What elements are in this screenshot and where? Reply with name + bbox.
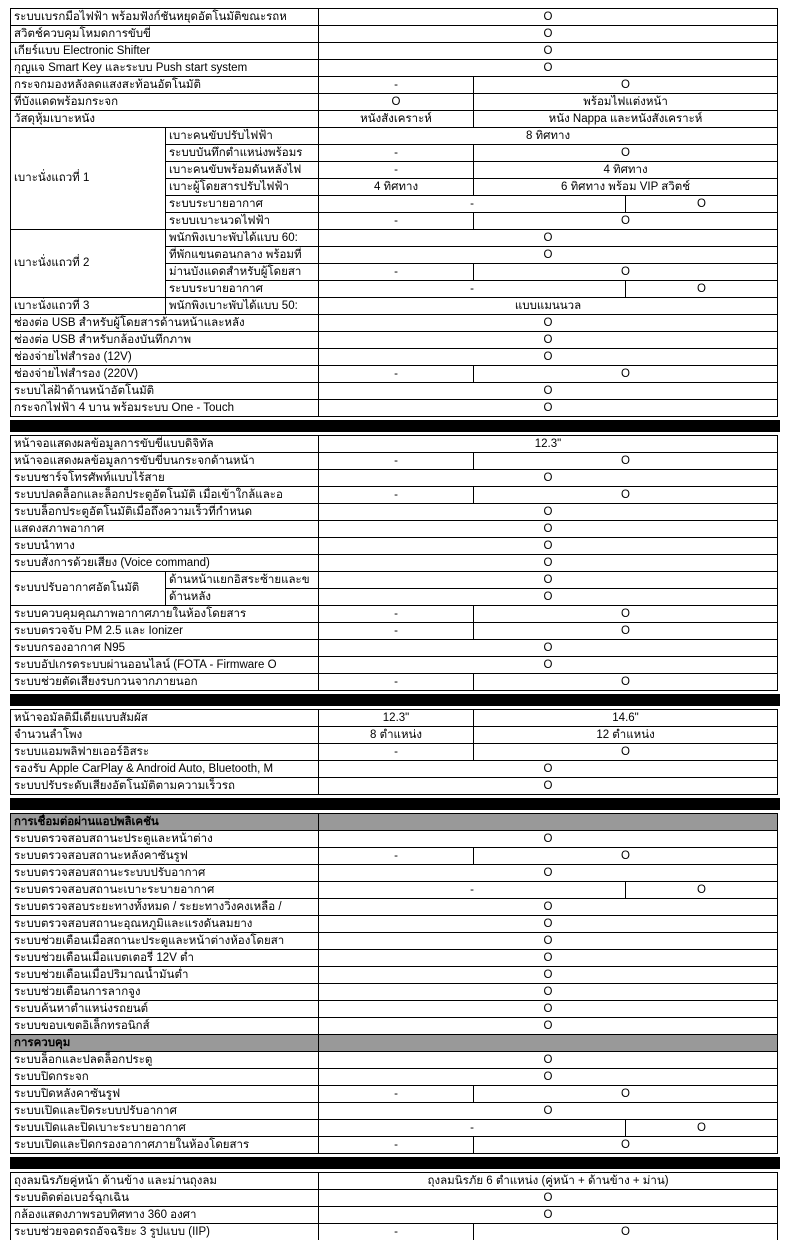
value-cell: -	[319, 1086, 474, 1103]
table-row	[11, 315, 778, 332]
table-row	[11, 761, 778, 778]
feature-label: ระบบขอบเขตอิเล็กทรอนิกส์	[11, 1018, 319, 1035]
feature-label: วัสดุหุ้มเบาะหนัง	[11, 111, 319, 128]
table-row	[11, 60, 778, 77]
value-cell: -	[319, 487, 474, 504]
feature-label: ระบบตรวจสอบสถานะระบบปรับอากาศ	[11, 865, 319, 882]
value-cell: 12.3"	[319, 436, 778, 453]
feature-label: ระบบชาร์จโทรศัพท์แบบไร้สาย	[11, 470, 319, 487]
feature-label: กุญแจ Smart Key และระบบ Push start system	[11, 60, 319, 77]
table-row	[11, 504, 778, 521]
value-cell: O	[319, 950, 778, 967]
feature-label: ระบบตรวจสอบสถานะเบาะระบายอากาศ	[11, 882, 319, 899]
feature-label: ระบบล็อกประตูอัตโนมัติเมื่อถึงความเร็วที่กำหนด	[11, 504, 319, 521]
feature-label: แสดงสภาพอากาศ	[11, 521, 319, 538]
value-cell: O	[319, 230, 778, 247]
sub-feature-label: ด้านหลัง	[166, 589, 319, 606]
table-row	[11, 933, 778, 950]
value-cell: -	[319, 744, 474, 761]
value-cell: O	[474, 1086, 778, 1103]
table-row	[11, 1207, 778, 1224]
table-row	[11, 1173, 778, 1190]
value-cell: -	[319, 213, 474, 230]
feature-label: ระบบล็อกและปลดล็อกประตู	[11, 1052, 319, 1069]
value-cell: -	[319, 1120, 626, 1137]
table-row	[11, 487, 778, 504]
value-cell: ถุงลมนิรภัย 6 ตำแหน่ง (คู่หน้า + ด้านข้าง + ม่าน)	[319, 1173, 778, 1190]
value-cell: 6 ทิศทาง พร้อม VIP สวิตช์	[474, 179, 778, 196]
value-cell: O	[319, 1001, 778, 1018]
section-header: การเชื่อมต่อผ่านแอปพลิเคชัน	[11, 814, 319, 831]
value-cell: O	[319, 400, 778, 417]
value-cell: -	[319, 281, 626, 298]
table-row	[11, 128, 778, 145]
sub-feature-label: ระบบระบายอากาศ	[166, 281, 319, 298]
section-header-filler	[319, 814, 778, 831]
table-row	[11, 383, 778, 400]
value-cell: O	[319, 504, 778, 521]
value-cell: O	[319, 555, 778, 572]
feature-label: ระบบเปิดและปิดเบาะระบายอากาศ	[11, 1120, 319, 1137]
value-cell: O	[319, 589, 778, 606]
feature-label: ช่องจ่ายไฟสำรอง (12V)	[11, 349, 319, 366]
section-separator-band	[10, 798, 780, 810]
table-row	[11, 26, 778, 43]
feature-label: ช่องจ่ายไฟสำรอง (220V)	[11, 366, 319, 383]
feature-label: ระบบช่วยเตือนการลากจูง	[11, 984, 319, 1001]
table-row	[11, 865, 778, 882]
value-cell: O	[319, 865, 778, 882]
feature-label: ระบบไล่ฝ้าด้านหน้าอัตโนมัติ	[11, 383, 319, 400]
value-cell: O	[474, 145, 778, 162]
value-cell: 12.3"	[319, 710, 474, 727]
value-cell: O	[319, 1190, 778, 1207]
value-cell: O	[474, 264, 778, 281]
feature-label: ระบบช่วยจอดรถอัจฉริยะ 3 รูปแบบ (IIP)	[11, 1224, 319, 1240]
group-label: เบาะนั่งแถวที่ 2	[11, 230, 166, 298]
value-cell: หนัง Nappa และหนังสังเคราะห์	[474, 111, 778, 128]
value-cell: O	[319, 349, 778, 366]
value-cell: O	[474, 606, 778, 623]
table-row	[11, 674, 778, 691]
feature-label: ระบบกรองอากาศ N95	[11, 640, 319, 657]
feature-label: ระบบปลดล็อกและล็อกประตูอัตโนมัติ เมื่อเข้าใกล้และอ	[11, 487, 319, 504]
table-row	[11, 470, 778, 487]
feature-label: หน้าจอมัลติมีเดียแบบสัมผัส	[11, 710, 319, 727]
sub-feature-label: ระบบระบายอากาศ	[166, 196, 319, 213]
table-row	[11, 1001, 778, 1018]
value-cell: O	[319, 640, 778, 657]
table-row	[11, 366, 778, 383]
value-cell: O	[319, 831, 778, 848]
value-cell: O	[319, 43, 778, 60]
value-cell: O	[319, 26, 778, 43]
value-cell: O	[474, 1137, 778, 1154]
value-cell: พร้อมไฟแต่งหน้า	[474, 94, 778, 111]
value-cell: O	[626, 882, 778, 899]
table-row	[11, 94, 778, 111]
table-row	[11, 1224, 778, 1240]
feature-label: ระบบควบคุมคุณภาพอากาศภายในห้องโดยสาร	[11, 606, 319, 623]
spec-table-app-connectivity-and-remote-control	[10, 813, 778, 1154]
value-cell: -	[319, 848, 474, 865]
feature-label: ระบบปรับระดับเสียงอัตโนมัติตามความเร็วรถ	[11, 778, 319, 795]
value-cell: O	[474, 623, 778, 640]
feature-label: สวิตช์ควบคุมโหมดการขับขี่	[11, 26, 319, 43]
sub-feature-label: ม่านบังแดดสำหรับผู้โดยสา	[166, 264, 319, 281]
value-cell: -	[319, 366, 474, 383]
feature-label: ระบบช่วยตัดเสียงรบกวนจากภายนอก	[11, 674, 319, 691]
feature-label: ระบบปิดกระจก	[11, 1069, 319, 1086]
table-row	[11, 400, 778, 417]
spec-table-display-and-cabin-tech	[10, 435, 778, 691]
value-cell: O	[319, 984, 778, 1001]
value-cell: O	[474, 1224, 778, 1240]
value-cell: O	[319, 761, 778, 778]
value-cell: -	[319, 196, 626, 213]
table-row	[11, 1137, 778, 1154]
value-cell: O	[319, 1018, 778, 1035]
feature-label: ระบบช่วยเตือนเมื่อปริมาณน้ำมันต่ำ	[11, 967, 319, 984]
table-row	[11, 572, 778, 589]
value-cell: -	[319, 674, 474, 691]
value-cell: O	[626, 1120, 778, 1137]
sub-feature-label: ด้านหน้าแยกอิสระซ้ายและข	[166, 572, 319, 589]
group-label: เบาะนั่งแถวที่ 3	[11, 298, 166, 315]
feature-label: จำนวนลำโพง	[11, 727, 319, 744]
table-row	[11, 1190, 778, 1207]
section-separator-band	[10, 420, 780, 432]
table-row	[11, 521, 778, 538]
value-cell: -	[319, 1224, 474, 1240]
value-cell: 12 ตำแหน่ง	[474, 727, 778, 744]
table-row	[11, 453, 778, 470]
value-cell: O	[319, 383, 778, 400]
feature-label: ระบบช่วยเตือนเมื่อแบตเตอรี่ 12V ต่ำ	[11, 950, 319, 967]
group-label: เบาะนั่งแถวที่ 1	[11, 128, 166, 230]
sub-feature-label: เบาะผู้โดยสารปรับไฟฟ้า	[166, 179, 319, 196]
table-row	[11, 111, 778, 128]
section-header-filler	[319, 1035, 778, 1052]
value-cell: O	[474, 77, 778, 94]
value-cell: O	[319, 778, 778, 795]
table-row	[11, 778, 778, 795]
sub-feature-label: เบาะคนขับพร้อมดันหลังไฟ	[166, 162, 319, 179]
table-row	[11, 77, 778, 94]
value-cell: O	[319, 521, 778, 538]
sub-feature-label: ระบบเบาะนวดไฟฟ้า	[166, 213, 319, 230]
value-cell: O	[319, 9, 778, 26]
feature-label: ระบบตรวจสอบระยะทางทั้งหมด / ระยะทางวิ่งคงเหลือ /	[11, 899, 319, 916]
value-cell: O	[474, 453, 778, 470]
value-cell: -	[319, 453, 474, 470]
table-row	[11, 43, 778, 60]
value-cell: O	[319, 470, 778, 487]
value-cell: O	[626, 196, 778, 213]
table-row	[11, 1120, 778, 1137]
table-row	[11, 230, 778, 247]
table-row	[11, 899, 778, 916]
table-row	[11, 831, 778, 848]
value-cell: -	[319, 264, 474, 281]
value-cell: O	[319, 94, 474, 111]
table-row	[11, 1052, 778, 1069]
value-cell: O	[474, 744, 778, 761]
table-row	[11, 967, 778, 984]
value-cell: O	[319, 538, 778, 555]
feature-label: ระบบเบรกมือไฟฟ้า พร้อมฟังก์ชันหยุดอัตโนมัติขณะรถห	[11, 9, 319, 26]
value-cell: 8 ทิศทาง	[319, 128, 778, 145]
value-cell: O	[319, 1207, 778, 1224]
feature-label: เกียร์แบบ Electronic Shifter	[11, 43, 319, 60]
table-row	[11, 332, 778, 349]
feature-label: ระบบค้นหาตำแหน่งรถยนต์	[11, 1001, 319, 1018]
value-cell: 4 ทิศทาง	[319, 179, 474, 196]
feature-label: ระบบปิดหลังคาซันรูฟ	[11, 1086, 319, 1103]
value-cell: O	[474, 487, 778, 504]
value-cell: O	[474, 848, 778, 865]
value-cell: 4 ทิศทาง	[474, 162, 778, 179]
feature-label: รองรับ Apple CarPlay & Android Auto, Bluetooth, M	[11, 761, 319, 778]
feature-label: ระบบแอมพลิฟายเออร์อิสระ	[11, 744, 319, 761]
feature-label: กระจกมองหลังลดแสงสะท้อนอัตโนมัติ	[11, 77, 319, 94]
table-row	[11, 538, 778, 555]
feature-label: ระบบติดต่อเบอร์ฉุกเฉิน	[11, 1190, 319, 1207]
feature-label: ระบบสั่งการด้วยเสียง (Voice command)	[11, 555, 319, 572]
value-cell: 14.6"	[474, 710, 778, 727]
feature-label: ระบบตรวจสอบสถานะอุณหภูมิและแรงดันลมยาง	[11, 916, 319, 933]
table-row	[11, 916, 778, 933]
table-row	[11, 814, 778, 831]
section-separator-band	[10, 1157, 780, 1169]
value-cell: O	[626, 281, 778, 298]
sub-feature-label: ที่พักแขนตอนกลาง พร้อมที่	[166, 247, 319, 264]
table-row	[11, 1086, 778, 1103]
table-row	[11, 727, 778, 744]
value-cell: O	[319, 60, 778, 77]
value-cell: O	[474, 366, 778, 383]
value-cell: O	[319, 899, 778, 916]
feature-label: หน้าจอแสดงผลข้อมูลการขับขี่แบบดิจิทัล	[11, 436, 319, 453]
value-cell: หนังสังเคราะห์	[319, 111, 474, 128]
value-cell: O	[319, 916, 778, 933]
sub-feature-label: พนักพิงเบาะพับได้แบบ 50:	[166, 298, 319, 315]
value-cell: O	[474, 213, 778, 230]
feature-label: กล้องแสดงภาพรอบทิศทาง 360 องศา	[11, 1207, 319, 1224]
table-row	[11, 1103, 778, 1120]
table-row	[11, 657, 778, 674]
section-header: การควบคุม	[11, 1035, 319, 1052]
table-row	[11, 950, 778, 967]
value-cell: 8 ตำแหน่ง	[319, 727, 474, 744]
sub-feature-label: พนักพิงเบาะพับได้แบบ 60:	[166, 230, 319, 247]
value-cell: แบบแมนนวล	[319, 298, 778, 315]
table-row	[11, 640, 778, 657]
value-cell: O	[319, 1069, 778, 1086]
feature-label: ระบบนำทาง	[11, 538, 319, 555]
value-cell: O	[319, 1103, 778, 1120]
value-cell: O	[319, 967, 778, 984]
value-cell: O	[319, 332, 778, 349]
table-row	[11, 710, 778, 727]
table-row	[11, 1018, 778, 1035]
table-row	[11, 606, 778, 623]
feature-label: ระบบช่วยเตือนเมื่อสถานะประตูและหน้าต่างห้องโดยสา	[11, 933, 319, 950]
table-row	[11, 623, 778, 640]
value-cell: O	[319, 247, 778, 264]
feature-label: ถุงลมนิรภัยคู่หน้า ด้านข้าง และม่านถุงลม	[11, 1173, 319, 1190]
value-cell: -	[319, 882, 626, 899]
value-cell: O	[319, 572, 778, 589]
table-row	[11, 882, 778, 899]
table-row	[11, 349, 778, 366]
table-row	[11, 984, 778, 1001]
feature-label: ช่องต่อ USB สำหรับกล้องบันทึกภาพ	[11, 332, 319, 349]
table-row	[11, 1035, 778, 1052]
group-label: ระบบปรับอากาศอัตโนมัติ	[11, 572, 166, 606]
table-row	[11, 9, 778, 26]
feature-label: ที่บังแดดพร้อมกระจก	[11, 94, 319, 111]
feature-label: ช่องต่อ USB สำหรับผู้โดยสารด้านหน้าและหลัง	[11, 315, 319, 332]
value-cell: O	[319, 315, 778, 332]
table-row	[11, 298, 778, 315]
feature-label: ระบบอัปเกรดระบบผ่านออนไลน์ (FOTA - Firmware O	[11, 657, 319, 674]
feature-label: ระบบตรวจจับ PM 2.5 และ Ionizer	[11, 623, 319, 640]
value-cell: O	[319, 657, 778, 674]
table-row	[11, 555, 778, 572]
value-cell: -	[319, 623, 474, 640]
value-cell: -	[319, 77, 474, 94]
value-cell: O	[474, 674, 778, 691]
value-cell: -	[319, 606, 474, 623]
feature-label: ระบบตรวจสอบสถานะหลังคาซันรูฟ	[11, 848, 319, 865]
table-row	[11, 1069, 778, 1086]
sub-feature-label: ระบบบันทึกตำแหน่งพร้อมร	[166, 145, 319, 162]
value-cell: O	[319, 1052, 778, 1069]
section-separator-band	[10, 694, 780, 706]
value-cell: -	[319, 145, 474, 162]
value-cell: -	[319, 1137, 474, 1154]
feature-label: ระบบตรวจสอบสถานะประตูและหน้าต่าง	[11, 831, 319, 848]
feature-label: กระจกไฟฟ้า 4 บาน พร้อมระบบ One - Touch	[11, 400, 319, 417]
spec-table-general-equipment	[10, 8, 778, 417]
spec-table-safety	[10, 1172, 778, 1240]
spec-table-multimedia	[10, 709, 778, 795]
table-row	[11, 436, 778, 453]
feature-label: ระบบเปิดและปิดระบบปรับอากาศ	[11, 1103, 319, 1120]
table-row	[11, 744, 778, 761]
value-cell: -	[319, 162, 474, 179]
sub-feature-label: เบาะคนขับปรับไฟฟ้า	[166, 128, 319, 145]
value-cell: O	[319, 933, 778, 950]
feature-label: หน้าจอแสดงผลข้อมูลการขับขี่บนกระจกด้านหน้า	[11, 453, 319, 470]
feature-label: ระบบเปิดและปิดกรองอากาศภายในห้องโดยสาร	[11, 1137, 319, 1154]
table-row	[11, 848, 778, 865]
